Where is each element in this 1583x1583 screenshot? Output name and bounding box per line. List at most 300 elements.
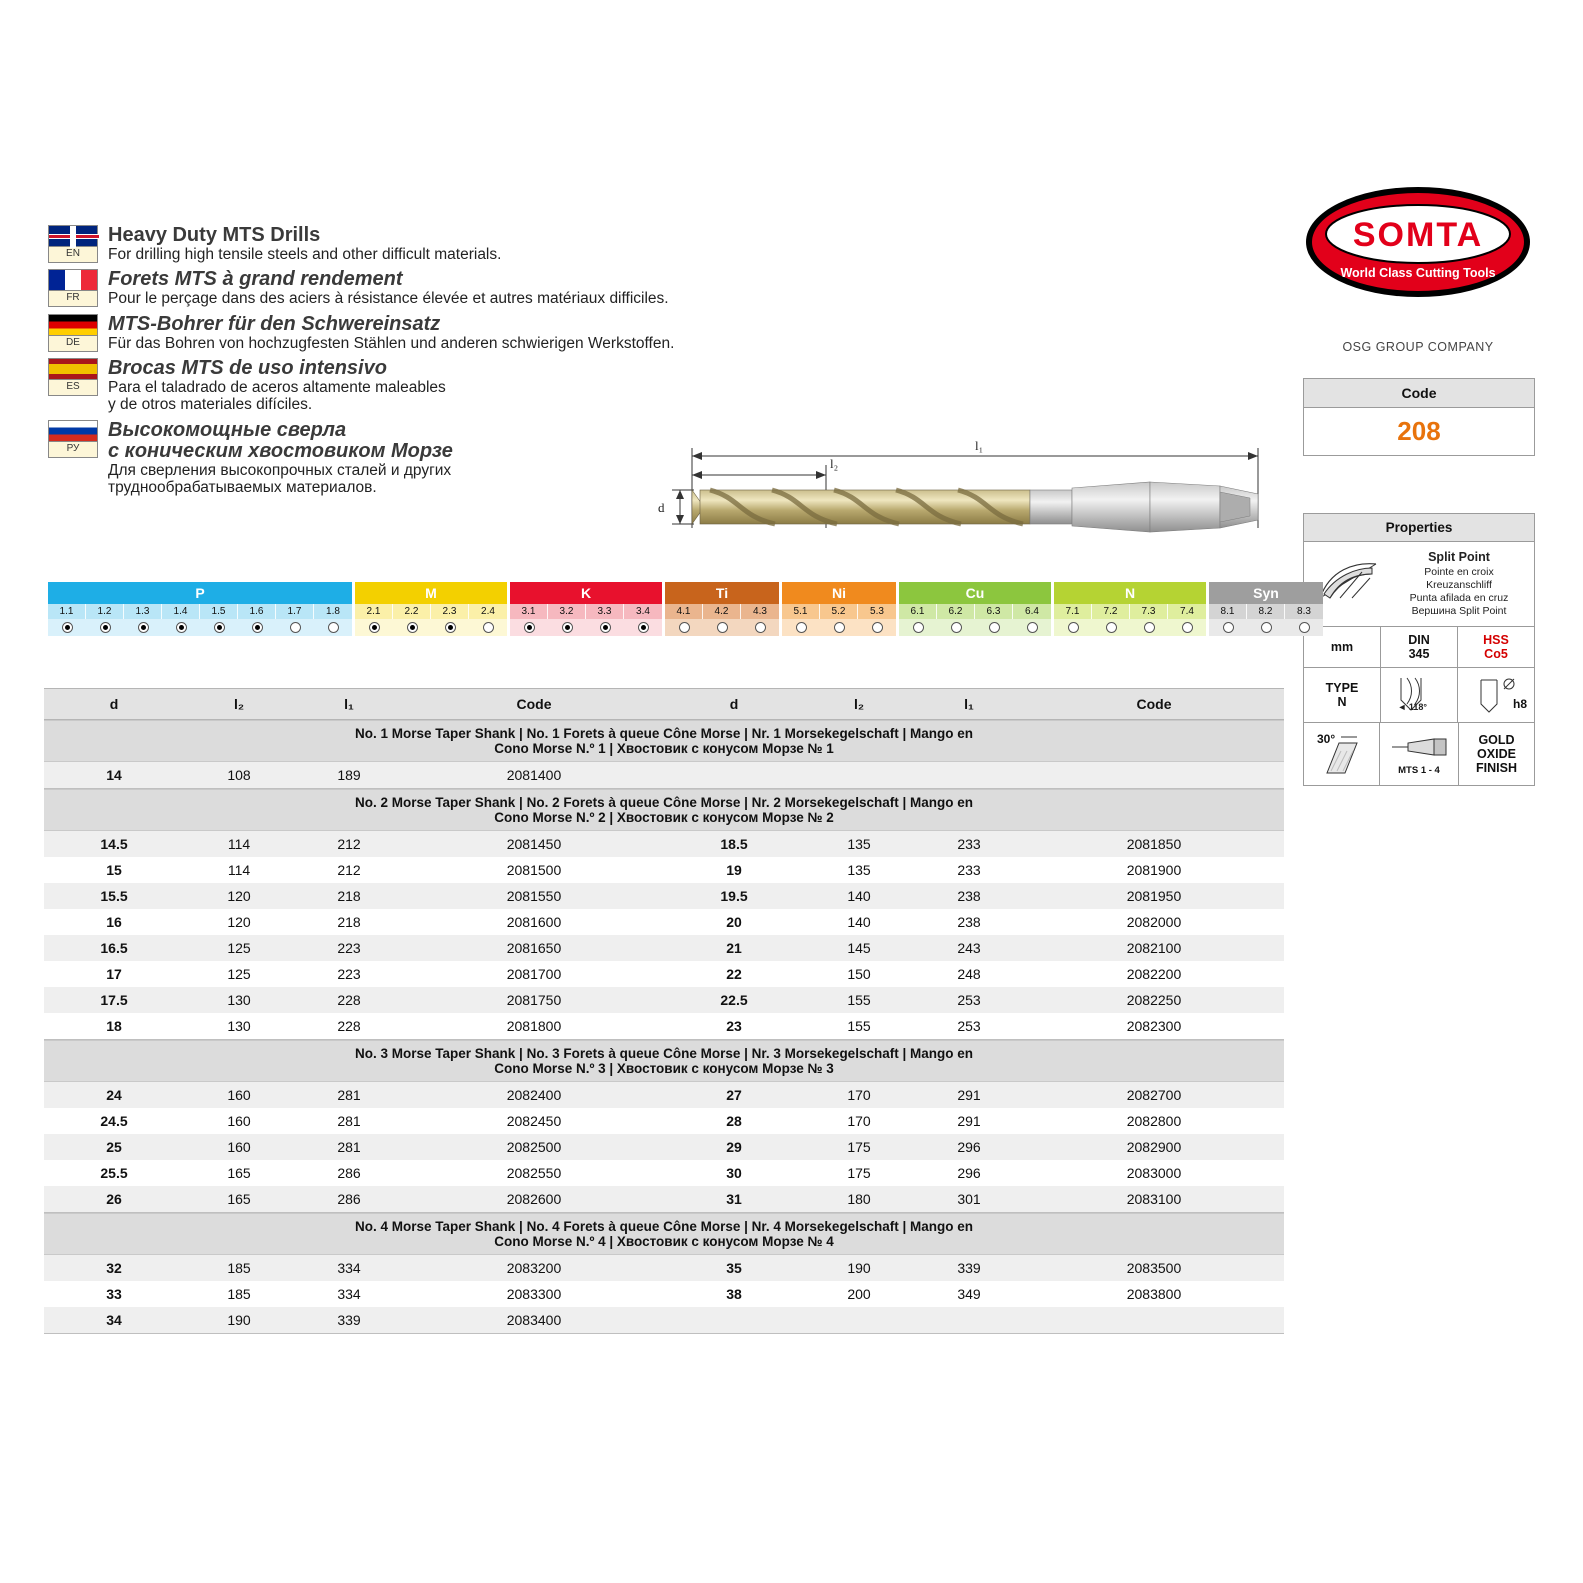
finish-gold-oxide: GOLD OXIDE FINISH — [1476, 733, 1517, 776]
cell-code: 2081950 — [1126, 888, 1182, 904]
material-title: N — [1054, 582, 1206, 604]
material-code: 1.1 — [48, 604, 86, 619]
material-dot-cell — [586, 619, 624, 636]
material-code: 6.4 — [1013, 604, 1051, 619]
svg-text:l₁: l₁ — [975, 438, 984, 453]
material-code: 5.3 — [858, 604, 896, 619]
language-row-fr — [48, 269, 948, 307]
cell-l2: 165 — [227, 1191, 251, 1207]
table-data-row — [44, 1186, 1284, 1212]
cell-d: 21 — [726, 940, 742, 956]
cell-l1: 233 — [957, 862, 981, 878]
material-code: 1.4 — [162, 604, 200, 619]
cell-d: 24 — [106, 1087, 122, 1103]
applicability-dot — [407, 622, 418, 633]
cell-code: 2081550 — [506, 888, 562, 904]
properties-row-1 — [1304, 627, 1534, 668]
cell-code: 2083100 — [1126, 1191, 1182, 1207]
material-dot-cell — [703, 619, 741, 636]
applicability-dot — [562, 622, 573, 633]
cell-l1: 218 — [337, 914, 361, 930]
cell-code: 2081750 — [506, 992, 562, 1008]
cell-l2: 175 — [847, 1165, 871, 1181]
applicability-dot — [717, 622, 728, 633]
language-code-label: FR — [48, 291, 98, 307]
table-row — [664, 909, 1284, 935]
cell-d: 23 — [726, 1018, 742, 1034]
mts-range — [1380, 723, 1459, 785]
table-row — [44, 1186, 664, 1212]
cell-d: 27 — [726, 1087, 742, 1103]
material-dot-cell — [1285, 619, 1323, 636]
cell-l2: 114 — [227, 836, 251, 852]
cell-code: 2082300 — [1126, 1018, 1182, 1034]
material-title: Syn — [1209, 582, 1323, 604]
cell-l1: 339 — [337, 1312, 361, 1328]
cell-l1: 212 — [337, 862, 361, 878]
material-dot-cell — [48, 619, 86, 636]
cell-d: 29 — [726, 1139, 742, 1155]
material-dot-cell — [86, 619, 124, 636]
cell-d: 20 — [726, 914, 742, 930]
material-dot-cell — [393, 619, 431, 636]
table-data-row — [44, 1082, 1284, 1108]
svg-text:◄ 118°: ◄ 118° — [1397, 702, 1427, 713]
material-code: 7.3 — [1130, 604, 1168, 619]
properties-row-3 — [1304, 723, 1534, 785]
material-title: M — [355, 582, 507, 604]
applicability-dot — [600, 622, 611, 633]
material-code: 6.2 — [937, 604, 975, 619]
material-group-m — [355, 582, 507, 636]
table-row — [664, 987, 1284, 1013]
material-code: 3.1 — [510, 604, 548, 619]
table-row — [44, 1082, 664, 1108]
table-row — [664, 1134, 1284, 1160]
cell-code: 2082400 — [506, 1087, 562, 1103]
table-data-row — [44, 1307, 1284, 1333]
cell-l2: 185 — [227, 1260, 251, 1276]
table-row — [44, 935, 664, 961]
cell-l1: 349 — [957, 1286, 981, 1302]
cell-code: 2083000 — [1126, 1165, 1182, 1181]
cell-l1: 291 — [957, 1087, 981, 1103]
cell-code: 2081850 — [1126, 836, 1182, 852]
flag-ru — [48, 420, 100, 458]
applicability-dot — [328, 622, 339, 633]
table-row — [664, 1186, 1284, 1212]
material-code: 2.3 — [431, 604, 469, 619]
material-code: 1.6 — [238, 604, 276, 619]
table-data-row — [44, 831, 1284, 857]
column-header-l2: l₂ — [853, 696, 865, 712]
cell-code: 2081450 — [506, 836, 562, 852]
table-row — [44, 909, 664, 935]
cell-code: 2083400 — [506, 1312, 562, 1328]
cell-l1: 223 — [337, 940, 361, 956]
cell-l2: 160 — [227, 1139, 251, 1155]
applicability-dot — [176, 622, 187, 633]
properties-panel — [1303, 513, 1535, 786]
language-code-label: DE — [48, 336, 98, 352]
table-row — [664, 883, 1284, 909]
cell-code: 2081650 — [506, 940, 562, 956]
table-row — [44, 1281, 664, 1307]
cell-l2: 135 — [847, 862, 871, 878]
cell-d: 15.5 — [100, 888, 128, 904]
cell-code: 2082700 — [1126, 1087, 1182, 1103]
table-data-row — [44, 987, 1284, 1013]
applicability-dot — [138, 622, 149, 633]
language-row-de — [48, 314, 948, 352]
cell-l2: 185 — [227, 1286, 251, 1302]
table-data-row — [44, 1160, 1284, 1186]
table-header-half — [44, 689, 664, 719]
cell-empty — [1024, 762, 1284, 788]
material-dot-cell — [314, 619, 352, 636]
cell-l1: 253 — [957, 1018, 981, 1034]
unit-mm: mm — [1304, 627, 1381, 667]
applicability-dot — [524, 622, 535, 633]
language-code-label: ES — [48, 380, 98, 396]
split-point-text: Split Point Pointe en croix Kreuzanschliff Punta afilada en cruz Вершина Split Point — [1409, 550, 1509, 617]
cell-d: 22 — [726, 966, 742, 982]
flag-uk — [48, 225, 100, 263]
cell-d: 22.5 — [720, 992, 748, 1008]
cell-l2: 160 — [227, 1113, 251, 1129]
table-row — [44, 857, 664, 883]
cell-code: 2082250 — [1126, 992, 1182, 1008]
material-dot-cell — [665, 619, 703, 636]
column-header-l1: l₁ — [964, 696, 974, 712]
cell-l1: 228 — [337, 1018, 361, 1034]
dimensions-table — [44, 688, 1284, 1334]
table-row — [664, 1160, 1284, 1186]
cell-l1: 243 — [957, 940, 981, 956]
applicability-dot — [638, 622, 649, 633]
cell-d: 18.5 — [720, 836, 748, 852]
cell-l1: 281 — [337, 1087, 361, 1103]
table-data-row — [44, 883, 1284, 909]
cell-l1: 291 — [957, 1113, 981, 1129]
material-code: 3.3 — [586, 604, 624, 619]
language-subtitle: For drilling high tensile steels and other difficult materials. — [108, 246, 502, 263]
material-code: 5.1 — [782, 604, 820, 619]
cell-empty — [1024, 1307, 1284, 1333]
standard-din: DIN 345 — [1381, 627, 1458, 667]
table-row — [664, 1281, 1284, 1307]
material-dot-cell — [975, 619, 1013, 636]
material-dot-cell — [1092, 619, 1130, 636]
cell-l1: 248 — [957, 966, 981, 982]
applicability-dot — [755, 622, 766, 633]
code-panel — [1303, 378, 1535, 456]
table-data-row — [44, 1108, 1284, 1134]
cell-empty — [664, 1307, 804, 1333]
material-dot-cell — [200, 619, 238, 636]
material-dot-cell — [124, 619, 162, 636]
table-row — [44, 883, 664, 909]
cell-code: 2082000 — [1126, 914, 1182, 930]
svg-text:30°: 30° — [1316, 732, 1335, 747]
table-row — [664, 935, 1284, 961]
cell-d: 24.5 — [100, 1113, 128, 1129]
code-panel-header: Code — [1304, 379, 1534, 408]
material-title: P — [48, 582, 352, 604]
material-dot-cell — [858, 619, 896, 636]
cell-l2: 200 — [847, 1286, 871, 1302]
material-dot-cell — [548, 619, 586, 636]
applicability-dot — [290, 622, 301, 633]
properties-row-2 — [1304, 668, 1534, 723]
material-code: 1.8 — [314, 604, 352, 619]
cell-empty — [914, 1307, 1024, 1333]
cell-d: 16 — [106, 914, 122, 930]
cell-d: 14.5 — [100, 836, 128, 852]
material-group-ni — [782, 582, 896, 636]
material-title: K — [510, 582, 662, 604]
material-dot-cell — [1247, 619, 1285, 636]
applicability-dot — [679, 622, 690, 633]
material-group-n — [1054, 582, 1206, 636]
material-dot-cell — [1209, 619, 1247, 636]
cell-d: 38 — [726, 1286, 742, 1302]
applicability-dot — [1144, 622, 1155, 633]
cell-l2: 120 — [227, 914, 251, 930]
drill-illustration — [658, 420, 1280, 580]
material-dot-cell — [741, 619, 779, 636]
language-title: Heavy Duty MTS Drills — [108, 224, 321, 246]
table-row — [44, 1307, 664, 1333]
applicability-dot — [1106, 622, 1117, 633]
material-dot-cell — [782, 619, 820, 636]
material-code: 4.2 — [703, 604, 741, 619]
cell-d: 33 — [106, 1286, 122, 1302]
language-title: Forets MTS à grand rendement — [108, 268, 403, 291]
language-subtitle: Para el taladrado de aceros altamente maleables y de otros materiales difíciles. — [108, 379, 446, 414]
material-code: 8.3 — [1285, 604, 1323, 619]
cell-code: 2082800 — [1126, 1113, 1182, 1129]
material-dot-cell — [1130, 619, 1168, 636]
table-row — [664, 961, 1284, 987]
table-row — [44, 1108, 664, 1134]
cell-code: 2083800 — [1126, 1286, 1182, 1302]
material-dot-cell — [469, 619, 507, 636]
applicability-dot — [445, 622, 456, 633]
svg-text:l₂: l₂ — [830, 456, 839, 471]
svg-text:d: d — [658, 500, 665, 515]
material-code: 1.7 — [276, 604, 314, 619]
cell-d: 30 — [726, 1165, 742, 1181]
material-group-syn — [1209, 582, 1323, 636]
material-code: 5.2 — [820, 604, 858, 619]
material-code: 4.1 — [665, 604, 703, 619]
cell-code: 2081500 — [506, 862, 562, 878]
table-row — [44, 831, 664, 857]
cell-l1: 253 — [957, 992, 981, 1008]
cell-d: 18 — [106, 1018, 122, 1034]
cell-l1: 281 — [337, 1113, 361, 1129]
material-group-k — [510, 582, 662, 636]
applicability-dot — [369, 622, 380, 633]
cell-empty — [664, 762, 804, 788]
table-row — [664, 857, 1284, 883]
properties-header: Properties — [1304, 514, 1534, 542]
material-dot-cell — [510, 619, 548, 636]
cell-l2: 130 — [227, 992, 251, 1008]
applicability-dot — [483, 622, 494, 633]
applicability-dot — [1182, 622, 1193, 633]
applicability-dot — [989, 622, 1000, 633]
material-title: Ni — [782, 582, 896, 604]
applicability-dot — [1027, 622, 1038, 633]
code-panel-value: 208 — [1397, 416, 1441, 446]
cell-l2: 140 — [847, 914, 871, 930]
cell-l1: 301 — [957, 1191, 981, 1207]
table-row-empty — [664, 1307, 1284, 1333]
table-header-half — [664, 689, 1284, 719]
table-data-row — [44, 762, 1284, 788]
cell-l2: 170 — [847, 1087, 871, 1103]
applicability-dot — [1068, 622, 1079, 633]
section-header: No. 4 Morse Taper Shank | No. 4 Forets à queue Cône Morse | Nr. 4 Morsekegelschaft | Mango en Cono Morse N.º 4 | Хвостовик с конусом Морзе № 4 — [44, 1213, 1284, 1255]
material-code: 6.3 — [975, 604, 1013, 619]
cell-code: 2082600 — [506, 1191, 562, 1207]
column-header-code: Code — [516, 696, 552, 712]
table-row — [664, 1013, 1284, 1039]
cell-d: 15 — [106, 862, 122, 878]
material-title: Cu — [899, 582, 1051, 604]
cell-l2: 155 — [847, 1018, 871, 1034]
cell-l2: 175 — [847, 1139, 871, 1155]
type-n: TYPE N — [1304, 668, 1381, 722]
cell-d: 34 — [106, 1312, 122, 1328]
cell-l2: 135 — [847, 836, 871, 852]
table-data-row — [44, 1281, 1284, 1307]
applicability-dot — [1261, 622, 1272, 633]
cell-l2: 190 — [847, 1260, 871, 1276]
cell-d: 31 — [726, 1191, 742, 1207]
table-row-empty — [664, 762, 1284, 788]
material-dot-cell — [276, 619, 314, 636]
material-code: 7.2 — [1092, 604, 1130, 619]
table-row — [44, 1255, 664, 1281]
row-separator — [44, 1333, 1284, 1334]
cell-code: 2083300 — [506, 1286, 562, 1302]
cell-d: 14 — [106, 767, 122, 783]
applicability-dot — [913, 622, 924, 633]
cell-d: 19.5 — [720, 888, 748, 904]
language-subtitle: Für das Bohren von hochzugfesten Stählen und anderen schwierigen Werkstoffen. — [108, 334, 675, 352]
cell-l1: 238 — [957, 914, 981, 930]
material-code: 3.4 — [624, 604, 662, 619]
svg-text:SOMTA: SOMTA — [1352, 216, 1484, 254]
cell-l1: 223 — [337, 966, 361, 982]
material-dot-cell — [899, 619, 937, 636]
table-data-row — [44, 857, 1284, 883]
cell-l2: 125 — [227, 966, 251, 982]
material-group-ti — [665, 582, 779, 636]
cell-d: 26 — [106, 1191, 122, 1207]
table-row — [664, 831, 1284, 857]
cell-d: 17.5 — [100, 992, 128, 1008]
helix-angle — [1304, 723, 1380, 785]
cell-code: 2082200 — [1126, 966, 1182, 982]
material-code: 4.3 — [741, 604, 779, 619]
cell-l1: 233 — [957, 836, 981, 852]
applicability-dot — [214, 622, 225, 633]
cell-d: 25 — [106, 1139, 122, 1155]
cell-code: 2081800 — [506, 1018, 562, 1034]
table-data-row — [44, 1255, 1284, 1281]
cell-code: 2082450 — [506, 1113, 562, 1129]
point-angle-icon — [1381, 668, 1458, 722]
material-code: 8.2 — [1247, 604, 1285, 619]
cell-l2: 108 — [227, 767, 251, 783]
table-row — [664, 1082, 1284, 1108]
table-row — [44, 987, 664, 1013]
cell-empty — [914, 762, 1024, 788]
material-dot-cell — [355, 619, 393, 636]
table-row — [664, 1108, 1284, 1134]
language-title: Высокомощные сверла с коническим хвостовиком Морзе — [108, 418, 453, 462]
section-header: No. 2 Morse Taper Shank | No. 2 Forets à queue Cône Morse | Nr. 2 Morsekegelschaft | Mango en Cono Morse N.º 2 | Хвостовик с конусом Морзе № 2 — [44, 789, 1284, 831]
cell-l1: 218 — [337, 888, 361, 904]
language-row-es — [48, 358, 948, 414]
cell-l1: 212 — [337, 836, 361, 852]
cell-l2: 155 — [847, 992, 871, 1008]
material-code: 6.1 — [899, 604, 937, 619]
cell-l2: 140 — [847, 888, 871, 904]
material-group-cu — [899, 582, 1051, 636]
language-title: Brocas MTS de uso intensivo — [108, 357, 387, 380]
material-dot-cell — [1168, 619, 1206, 636]
applicability-dot — [62, 622, 73, 633]
cell-empty — [804, 1307, 914, 1333]
table-row — [44, 762, 664, 788]
cell-code: 2082550 — [506, 1165, 562, 1181]
cell-l2: 120 — [227, 888, 251, 904]
cell-code: 2083200 — [506, 1260, 562, 1276]
split-point-row — [1304, 542, 1534, 627]
cell-l1: 339 — [957, 1260, 981, 1276]
material-title: Ti — [665, 582, 779, 604]
material-dot-cell — [937, 619, 975, 636]
cell-d: 28 — [726, 1113, 742, 1129]
cell-code: 2082100 — [1126, 940, 1182, 956]
column-header-d: d — [109, 696, 119, 712]
material-code: 2.1 — [355, 604, 393, 619]
cell-l2: 150 — [847, 966, 871, 982]
table-data-row — [44, 1013, 1284, 1039]
cell-d: 16.5 — [100, 940, 128, 956]
cell-l2: 130 — [227, 1018, 251, 1034]
applicability-dot — [872, 622, 883, 633]
language-code-label: EN — [48, 247, 98, 263]
cell-l2: 114 — [227, 862, 251, 878]
material-hss: HSS Co5 — [1483, 633, 1509, 662]
cell-l2: 160 — [227, 1087, 251, 1103]
cell-l1: 286 — [337, 1165, 361, 1181]
column-header-code: Code — [1136, 696, 1172, 712]
material-code: 3.2 — [548, 604, 586, 619]
flag-de — [48, 314, 100, 352]
material-code: 7.1 — [1054, 604, 1092, 619]
tolerance-h8 — [1458, 668, 1534, 722]
cell-l1: 228 — [337, 992, 361, 1008]
table-data-row — [44, 909, 1284, 935]
cell-l2: 165 — [227, 1165, 251, 1181]
